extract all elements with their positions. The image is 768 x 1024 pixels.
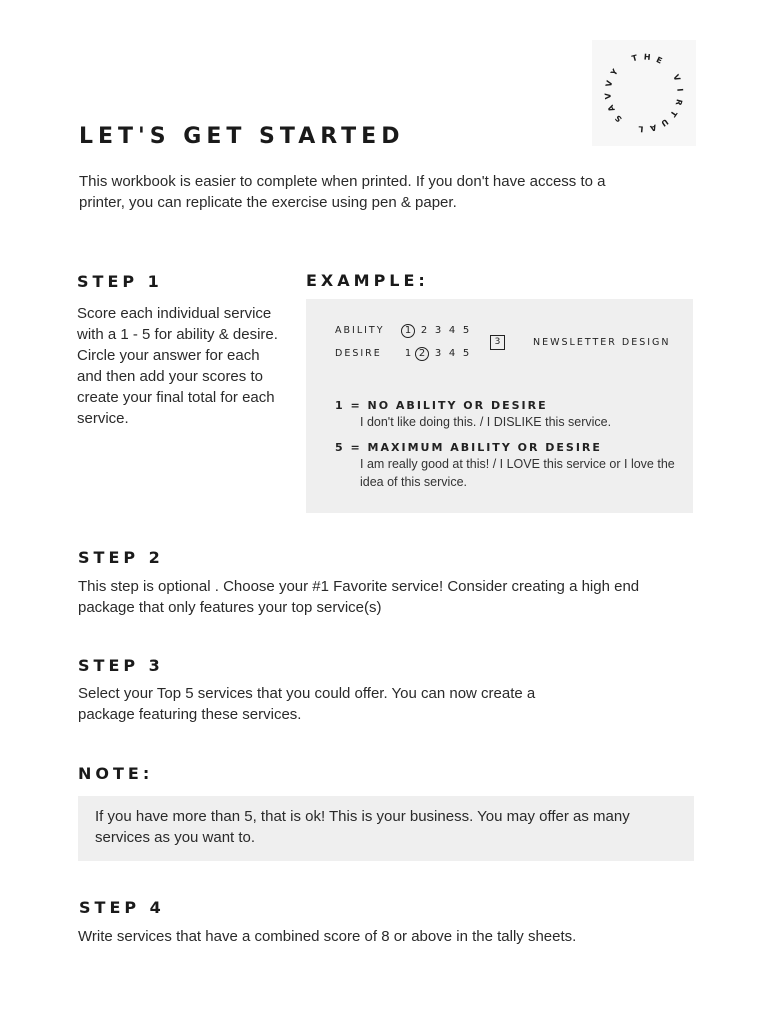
ability-value-3: 3 xyxy=(434,325,442,336)
note-heading: NOTE: xyxy=(78,764,154,783)
logo-letter: E xyxy=(654,55,664,66)
logo-letter: U xyxy=(659,116,670,129)
note-text: If you have more than 5, that is ok! This is your business. You may offer as many services as you want to. xyxy=(95,808,630,846)
logo-letter: A xyxy=(649,122,658,133)
logo-letter: L xyxy=(637,124,644,134)
note-box xyxy=(78,796,694,861)
desire-value-5: 5 xyxy=(462,348,470,359)
logo-letter: Y xyxy=(609,67,620,78)
page-title: LET'S GET STARTED xyxy=(79,124,405,149)
step3-text: Select your Top 5 services that you could offer. You can now create a package featuring these services. xyxy=(78,685,536,723)
ability-value-1: 1 xyxy=(401,324,415,338)
max-scale-description: I am really good at this! / I LOVE this service or I love the idea of this service. xyxy=(360,457,675,489)
step2-text: This step is optional . Choose your #1 Favorite service! Consider creating a high end package that only features your top service(s) xyxy=(78,578,640,616)
step3-heading: STEP 3 xyxy=(78,656,164,675)
intro-paragraph: This workbook is easier to complete when printed. If you don't have access to a printer, you can replicate the exercise using pen & paper. xyxy=(79,173,606,211)
example-box xyxy=(306,299,693,513)
logo-letter: H xyxy=(643,52,651,62)
desire-value-4: 4 xyxy=(448,348,456,359)
ability-value-4: 4 xyxy=(448,325,456,336)
total-score-box: 3 xyxy=(490,335,505,350)
step1-heading: STEP 1 xyxy=(77,272,163,291)
logo-circular-text xyxy=(592,40,696,146)
desire-value-3: 3 xyxy=(434,348,442,359)
step2-heading: STEP 2 xyxy=(78,548,164,567)
logo-letter: T xyxy=(668,108,679,119)
min-scale-description: I don't like doing this. / I DISLIKE this service. xyxy=(360,415,612,429)
logo-letter: T xyxy=(630,53,639,64)
logo-letter: S xyxy=(613,113,624,124)
logo-letter: R xyxy=(673,98,684,107)
ability-scale xyxy=(401,324,473,338)
logo-letter: V xyxy=(671,73,683,83)
step4-text: Write services that have a combined score of 8 or above in the tally sheets. xyxy=(78,928,577,945)
logo-letter: V xyxy=(603,92,613,100)
desire-value-1: 1 xyxy=(404,348,412,359)
step1-text: Score each individual service with a 1 - 5 for ability & desire. Circle your answer for each and then add your scores to create your final total for each service. xyxy=(77,305,278,427)
logo-letter: I xyxy=(675,87,685,92)
logo-letter: V xyxy=(604,79,615,88)
desire-value-2: 2 xyxy=(415,347,429,361)
service-name: NEWSLETTER DESIGN xyxy=(533,337,671,348)
logo xyxy=(592,40,696,146)
example-heading: EXAMPLE: xyxy=(306,271,429,290)
max-scale-title: 5 = MAXIMUM ABILITY OR DESIRE xyxy=(335,441,602,454)
min-scale-title: 1 = NO ABILITY OR DESIRE xyxy=(335,399,548,412)
step4-heading: STEP 4 xyxy=(79,898,165,917)
ability-label: ABILITY xyxy=(335,325,385,336)
ability-value-5: 5 xyxy=(462,325,470,336)
desire-scale xyxy=(401,347,473,361)
logo-letter: A xyxy=(605,103,617,113)
desire-label: DESIRE xyxy=(335,348,382,359)
ability-value-2: 2 xyxy=(420,325,428,336)
